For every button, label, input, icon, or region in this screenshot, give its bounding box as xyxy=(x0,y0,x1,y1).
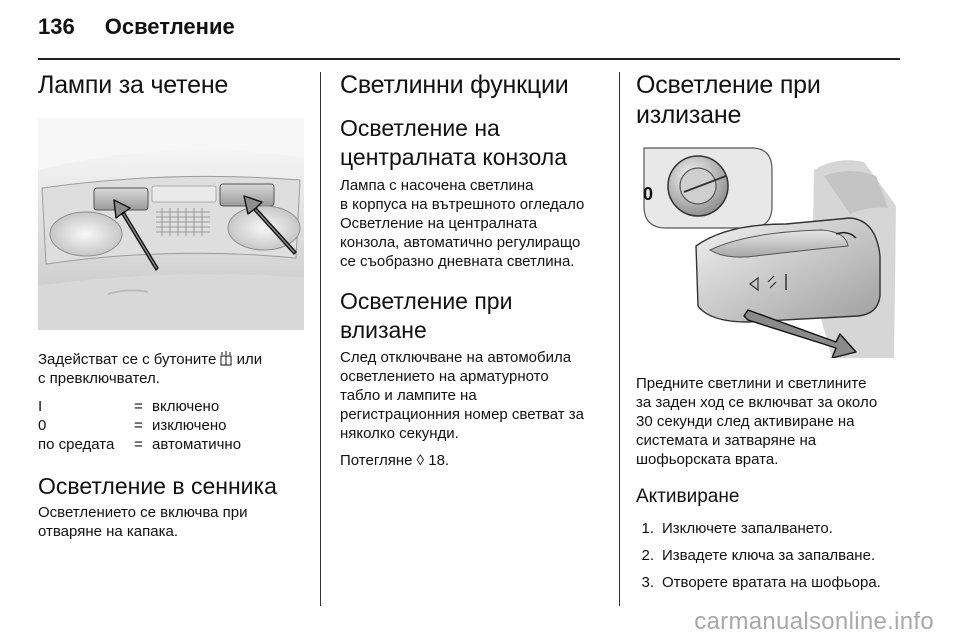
console-lighting-text: Лампа с насочена светлина в корпуса на вътрешното огледало Осветление на централната конзола, автоматично регулиращо се съобразно дневната светлина. xyxy=(340,177,585,270)
header-divider xyxy=(38,58,900,60)
site-watermark: carmanualsonline.info xyxy=(694,608,934,635)
light-functions-heading: Светлинни функции xyxy=(340,71,569,99)
exit-lighting-heading: Осветление при излизане xyxy=(636,71,821,129)
list-item: 1. Изключете запалването. xyxy=(641,520,833,537)
list-item: 2. Извадете ключа за запалване. xyxy=(641,547,876,564)
reading-lamps-illustration xyxy=(38,118,304,330)
middle-column xyxy=(340,70,604,470)
page-section-title: Осветление xyxy=(104,14,235,39)
entry-lighting-text: След отключване на автомобила осветлението на арматурното табло и лампите на регистрационния номер светват за няколко секунди. xyxy=(340,349,585,442)
console-lighting-heading: Осветление на централната конзола xyxy=(340,115,567,170)
visor-lighting-text: Осветлението се включва при отваряне на капака. xyxy=(38,504,248,540)
visor-lighting-heading: Осветление в сенника xyxy=(38,473,277,499)
legend-row: 0 = изключено xyxy=(38,417,227,434)
entry-lighting-heading: Осветление при влизане xyxy=(340,288,513,343)
legend-row: по средата = автоматично xyxy=(38,436,242,453)
list-item: 3. Отворете вратата на шофьора. xyxy=(641,574,881,591)
activation-steps xyxy=(636,519,902,592)
page-number: 136 xyxy=(38,14,75,39)
exit-lighting-image xyxy=(636,146,900,358)
ignition-off-label: 0 xyxy=(643,184,654,204)
column-divider xyxy=(320,72,321,606)
page-header xyxy=(38,14,235,48)
reading-lamps-image xyxy=(38,118,304,330)
exit-lighting-illustration xyxy=(636,146,900,358)
reading-lamps-heading: Лампи за четене xyxy=(38,71,229,99)
reading-lamps-intro: Задействат се с бутоните или с превключвател. xyxy=(38,351,263,387)
right-column xyxy=(636,70,902,600)
reading-lamp-icon xyxy=(220,351,232,366)
switch-position-legend xyxy=(38,397,241,454)
column-divider xyxy=(619,72,620,606)
cross-reference[interactable]: Потегляне ◊ 18. xyxy=(340,452,450,469)
exit-lighting-text: Предните светлини и светлините за заден ход се включват за около 30 секунди след активиране на системата и затваряне на шофьорската врата. xyxy=(636,375,878,468)
legend-row: I = включено xyxy=(38,398,220,415)
left-column xyxy=(38,70,304,541)
reference-arrow-icon: ◊ xyxy=(416,452,425,469)
activation-heading: Активиране xyxy=(636,486,740,507)
